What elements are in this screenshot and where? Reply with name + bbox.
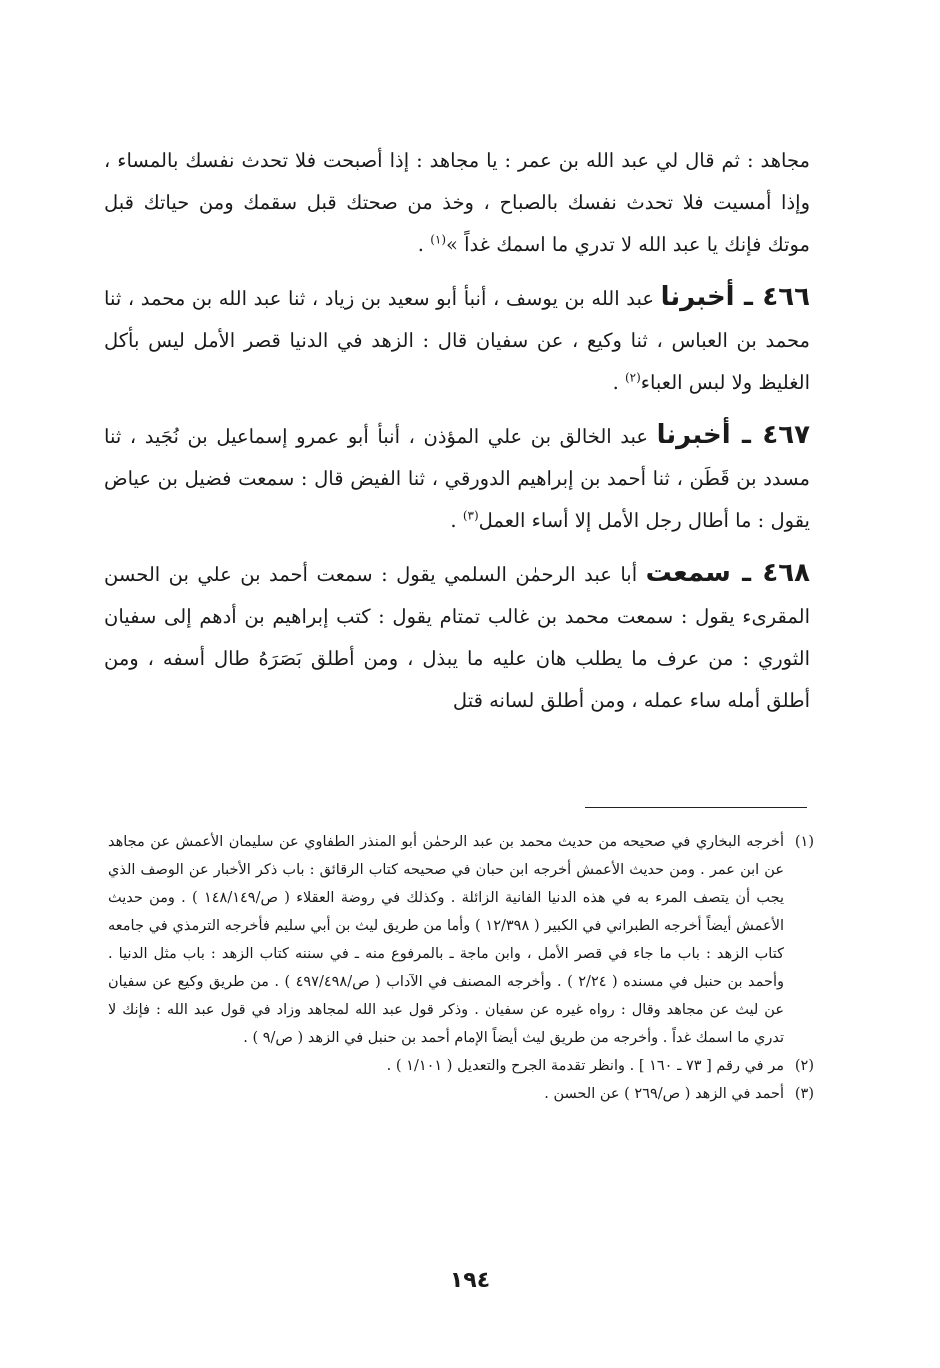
- footnote-number: (٣): [794, 1086, 814, 1102]
- footnote-item: [108, 1080, 814, 1108]
- paragraph-text: أبا عبد الرحمٰن السلمي يقول : سمعت أحمد بن علي بن الحسن المقرىء يقول : سمعت محمد بن غالب تمتام يقول : كتب إبراهيم بن أدهم إلى سفيان الثوري : من عرف ما يطلب هان عليه ما يبذل ، ومن أطلق بَصَرَهُ طال أسفه ، ومن أطلق أمله ساء عمله ، ومن أطلق لسانه قتل: [104, 563, 810, 712]
- footnote-reference: (١): [430, 232, 447, 247]
- page-number: ١٩٤: [449, 1268, 491, 1293]
- footnote-item: [108, 828, 814, 1052]
- paragraph-tail: .: [612, 371, 625, 394]
- hadith-lead-word: ـ سمعت: [645, 558, 763, 588]
- main-text: [104, 140, 810, 722]
- hadith-number: ٤٦٨: [762, 558, 810, 588]
- paragraph-tail: .: [417, 233, 431, 256]
- paragraph-467: [104, 414, 810, 542]
- paragraph-text: مجاهد : ثم قال لي عبد الله بن عمر : يا مجاهد : إذا أصبحت فلا تحدث نفسك بالمساء ، وإذا أمسيت فلا تحدث نفسك بالصباح ، وخذ من صحتك قبل سقمك ومن حياتك قبل موتك فإنك يا عبد الله لا تدري ما اسمك غداً »: [104, 149, 810, 256]
- paragraph-468: [104, 552, 810, 722]
- paragraph-text: عبد الخالق بن علي المؤذن ، أنبأ أبو عمرو إسماعيل بن نُجَيد ، ثنا مسدد بن قَطَن ، ثنا أحمد بن إبراهيم الدورقي ، ثنا الفيض قال : سمعت فضيل بن عياض يقول : ما أطال رجل الأمل إلا أساء العمل: [104, 425, 810, 532]
- footnote-number: (١): [794, 834, 814, 850]
- footnote-text: مر في رقم [ ٧٣ ـ ١٦٠ ] . وانظر تقدمة الجرح والتعديل ( ١/١٠١ ) .: [386, 1058, 784, 1074]
- footnote-text: أحمد في الزهد ( ص/٢٦٩ ) عن الحسن .: [544, 1086, 784, 1102]
- footnote-divider: [585, 807, 807, 808]
- paragraph-text: عبد الله بن يوسف ، أنبأ أبو سعيد بن زياد ، ثنا عبد الله بن محمد ، ثنا محمد بن العباس ، ثنا وكيع ، عن سفيان قال : الزهد في الدنيا قصر الأمل ليس بأكل الغليظ ولا لبس العباء: [104, 287, 810, 394]
- footnote-reference: (٣): [462, 508, 479, 523]
- hadith-number: ٤٦٧: [762, 420, 810, 450]
- footnote-number: (٢): [794, 1058, 814, 1074]
- footnotes: [108, 828, 814, 1108]
- hadith-number: ٤٦٦: [762, 282, 810, 312]
- paragraph-continuation: [104, 140, 810, 266]
- paragraph-466: [104, 276, 810, 404]
- hadith-lead-word: ـ أخبرنا: [660, 282, 763, 312]
- footnote-reference: (٢): [624, 370, 641, 385]
- paragraph-tail: .: [450, 509, 463, 532]
- footnote-text: أخرجه البخاري في صحيحه من حديث محمد بن عبد الرحمٰن أبو المنذر الطفاوي عن سليمان الأعمش عن مجاهد عن ابن عمر . ومن حديث الأعمش أخرجه ابن حبان في صحيحه كتاب الرقائق : باب ذكر الأخبار عن الوصف الذي يجب أن يتصف المرء به في هذه الدنيا الفانية الزائلة . وكذلك في روضة العقلاء ( ص/١٤٨/١٤٩ ) . ومن حديث الأعمش أيضاً أخرجه الطبراني في الكبير ( ١٢/٣٩٨ ) وأما من طريق ليث بن أبي سليم فأخرجه الترمذي في جامعه كتاب الزهد : باب ما جاء في قصر الأمل ، وابن ماجة ـ بالمرفوع منه ـ في سننه كتاب الزهد : باب مثل الدنيا . وأحمد بن حنبل في مسنده ( ٢/٢٤ ) . وأخرجه المصنف في الآداب ( ص/٤٩٧/٤٩٨ ) . من طريق وكيع عن سفيان عن ليث عن مجاهد وقال : رواه غيره عن سفيان . وذكر قول عبد الله لمجاهد وزاد في قول عبد الله : فإنك لا تدري ما اسمك غداً . وأخرجه من طريق ليث أيضاً الإمام أحمد بن حنبل في الزهد ( ص/٩ ) .: [108, 834, 785, 1046]
- hadith-lead-word: ـ أخبرنا: [656, 420, 763, 450]
- footnote-item: [108, 1052, 814, 1080]
